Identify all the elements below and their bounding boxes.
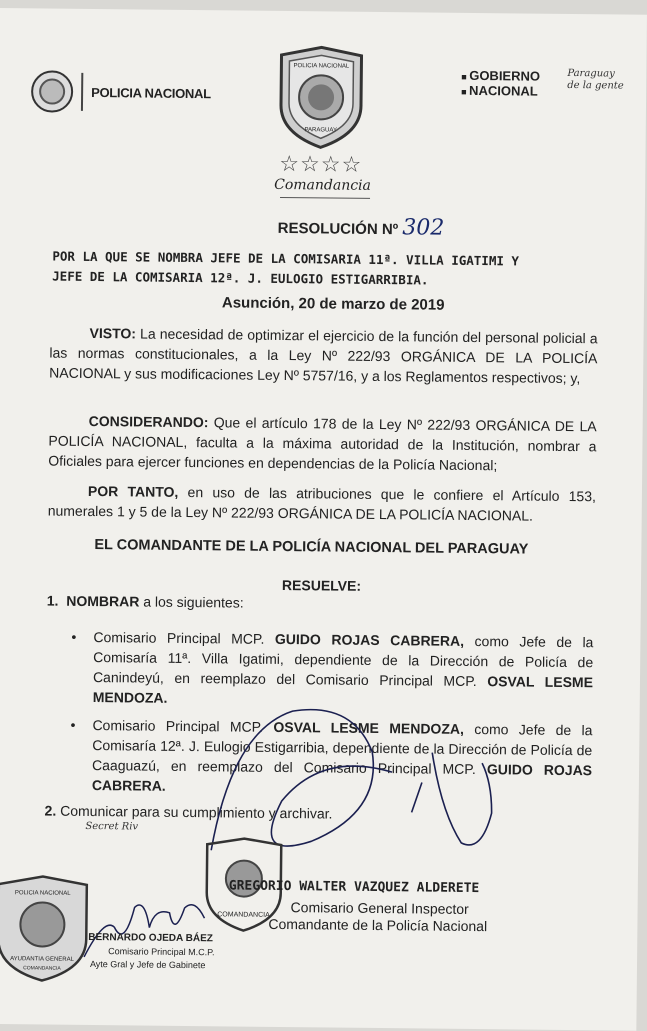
resolution-title: [52, 247, 612, 293]
item-2-text: Comunicar para su cumplimiento y archivar.: [60, 802, 333, 822]
item-1-label: NOMBRAR: [66, 592, 140, 610]
bullet-1-name: GUIDO ROJAS CABRERA,: [274, 630, 465, 649]
item-1-text: a los siguientes:: [143, 593, 244, 611]
gobierno-line2: ■ NACIONAL: [461, 84, 540, 100]
paraguay-logo: [567, 68, 624, 93]
commander-heading: EL COMANDANTE DE LA POLICÍA NACIONAL DEL PARAGUAY: [94, 537, 529, 558]
por-tanto-label: POR TANTO,: [87, 482, 179, 500]
police-seal-icon: [31, 70, 73, 112]
police-header: [31, 70, 211, 114]
bullet-2-pre: Comisario Principal MCP.: [92, 717, 264, 735]
police-badge-icon: [275, 45, 368, 150]
item-1-number: 1.: [46, 592, 59, 609]
ayudantia-stamp-top: POLICIA NACIONAL: [14, 890, 71, 897]
comandancia-underline: [280, 197, 370, 199]
bullet-1-text: como Jefe de la Comisaría 11ª. Villa Igatimi, dependiente de la Dirección de Policía de Canindeyú, en reemplazo del Comisario Principal MCP.: [92, 633, 594, 690]
signer-name: GREGORIO WALTER VAZQUEZ ALDERETE: [228, 878, 480, 897]
resolution-number: 302: [402, 215, 445, 241]
item-2-number: 2.: [44, 802, 57, 819]
institution-name: POLICIA NACIONAL: [91, 84, 211, 101]
gobierno-nacional-logo: [461, 69, 540, 100]
main-stamp-label: COMANDANCIA: [217, 911, 270, 919]
badge-bottom-text: PARAGUAY: [304, 127, 337, 134]
comandancia-label: Comandancia: [274, 176, 372, 194]
visto-text: La necesidad de optimizar el ejercicio de la función del personal policial a las normas constitucionales, a la Ley Nº 222/93 ORGÁNICA DE LA POLICÍA NACIONAL y sus modificaciones Ley Nº 5757/16, y a los Reglamentos respectivos; y,: [49, 325, 598, 387]
signer-rank: Comisario General Inspector: [290, 899, 469, 917]
por-tanto-paragraph: [48, 481, 596, 527]
gobierno-line1: ■ GOBIERNO: [461, 69, 540, 85]
bullet-1-replaced: OSVAL LESME MENDOZA.: [92, 673, 594, 706]
title-line-2: JEFE DE LA COMISARIA 12ª. J. EULOGIO ESTIGARRIBIA.: [52, 268, 429, 288]
bullet-2-name: OSVAL LESME MENDOZA,: [273, 718, 465, 737]
item-1: [47, 593, 244, 611]
secondary-signer-rank: Comisario Principal M.C.P.: [108, 946, 215, 958]
bullet-2-replaced: GUIDO ROJAS CABRERA.: [91, 761, 593, 794]
resolution-heading: [278, 214, 445, 241]
document-page: [0, 8, 647, 1031]
resuelve-heading: RESUELVE:: [281, 576, 362, 594]
secondary-signer-name: BERNARDO OJEDA BÁEZ: [88, 931, 213, 945]
considerando-text: Que el artículo 178 de la Ley Nº 222/93 ORGÁNICA DE LA POLICÍA NACIONAL, faculta a la máxima autoridad de la Institución, nombrar a Oficiales para ejercer funciones en dependencias de la Policía Nacional;: [48, 414, 597, 474]
header-divider: [81, 73, 83, 111]
paraguay-line2: de la gente: [567, 79, 624, 92]
signer-role: Comandante de la Policía Nacional: [268, 915, 488, 935]
handwritten-note: Secret Riv: [85, 820, 139, 833]
considerando-label: CONSIDERANDO:: [88, 412, 209, 431]
considerando-paragraph: [48, 411, 597, 477]
ayudantia-stamp-label: AYUDANTIA GENERAL: [10, 956, 75, 963]
bullet-1-pre: Comisario Principal MCP.: [93, 629, 265, 647]
rank-stars: ☆☆☆☆: [279, 150, 363, 177]
visto-paragraph: [49, 323, 598, 389]
visto-label: VISTO:: [89, 324, 137, 342]
badge-top-text: POLICIA NACIONAL: [293, 63, 350, 70]
paraguay-line1: Paraguay: [567, 67, 615, 80]
resolution-label: RESOLUCIÓN Nº: [277, 219, 399, 239]
title-line-1: POR LA QUE SE NOMBRA JEFE DE LA COMISARIA 11ª. VILLA IGATIMI Y: [52, 248, 520, 269]
bullet-2-text: como Jefe de la Comisaría 12ª. J. Eulogio Estigarribia, dependiente de la Dirección de Policía de Caaguazú, en reemplazo del Comisario Principal MCP.: [91, 721, 593, 778]
ayudantia-stamp-sub: COMANDANCIA: [23, 965, 61, 972]
secondary-signer-role: Ayte Gral y Jefe de Gabinete: [89, 958, 206, 971]
por-tanto-text: en uso de las atribuciones que le confiere el Artículo 153, numerales 1 y 5 de la Ley Nº 222/93 ORGÁNICA DE LA POLICÍA NACIONAL.: [47, 483, 597, 524]
document-date: Asunción, 20 de marzo de 2019: [221, 294, 445, 314]
